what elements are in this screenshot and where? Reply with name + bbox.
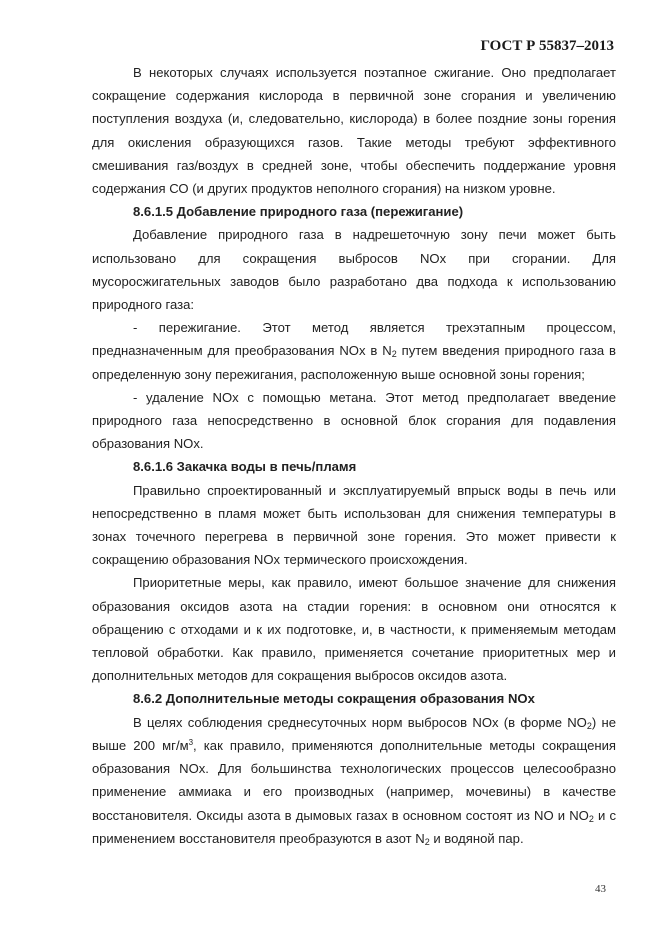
text-segment: - пережигание. Этот метод является трехэтапным процессом, предназначенным для преобразования NOx в N (92, 320, 616, 359)
document-number-header: ГОСТ Р 55837–2013 (480, 38, 614, 54)
subscript: 2 (424, 836, 430, 847)
subscript: 2 (586, 720, 592, 731)
text-segment: В целях соблюдения среднесуточных норм выбросов NOx (в форме NO (133, 714, 587, 730)
section-heading-8-6-2: 8.6.2 Дополнительные методы сокращения образования NOx (133, 691, 535, 707)
paragraph-additional-methods (92, 711, 616, 850)
document-body (92, 61, 616, 850)
paragraph-water-injection: Правильно спроектированный и эксплуатируемый впрыск воды в печь или непосредственно в пламя может быть использован для снижения температуры в зонах точечного перегрева в первичной зоне горения. Это может привести к сокращению образования NOx термического происхождения. (92, 482, 616, 568)
paragraph-staged-combustion: В некоторых случаях используется поэтапное сжигание. Оно предполагает сокращение содержания кислорода в первичной зоне сгорания и увеличению поступления воздуха (и, следовательно, кислорода) в более поздние зоны горения для окисления образующихся газов. Такие методы требуют эффективного смешивания газ/воздух в средней зоне, чтобы обеспечить поддержание уровня содержания СО (и других продуктов неполного сгорания) на низком уровне. (92, 65, 616, 197)
text-segment: , как правило, применяются дополнительные методы сокращения образования NOx. Для большинства технологических процессов целесообразно применение аммиака и его производных (например, мочевины) в качестве восстановителя. Оксиды азота в дымовых газах в основном состоят из NO и NO (92, 737, 616, 823)
subscript: 2 (588, 813, 594, 824)
section-heading-8-6-1-6: 8.6.1.6 Закачка воды в печь/пламя (133, 459, 357, 475)
section-heading-8-6-1-5: 8.6.1.5 Добавление природного газа (пережигание) (133, 204, 464, 220)
superscript: 3 (188, 737, 194, 747)
paragraph-methane-de-nox: - удаление NOx с помощью метана. Этот метод предполагает введение природного газа непосредственно в основной блок сгорания для подавления образования NOx. (92, 389, 616, 452)
text-segment: и с применением восстановителя преобразуются в азот N (92, 807, 617, 846)
text-segment: путем введения природного газа в определенную зону пережигания, расположенную выше основной зоны горения; (92, 343, 616, 382)
text-segment: и водяной пар. (429, 830, 524, 846)
subscript: 2 (391, 349, 397, 360)
text-segment: ) не выше 200 мг/м (92, 714, 617, 753)
paragraph-primary-measures: Приоритетные меры, как правило, имеют большое значение для снижения образования оксидов азота на стадии горения: в основном они относятся к обращению с отходами и к их подготовке, и, в частности, к применяемым методам тепловой обработки. Как правило, применяется сочетание приоритетных мер и дополнительных методов для сокращения выбросов оксидов азота. (92, 575, 616, 684)
paragraph-natural-gas-addition: Добавление природного газа в надрешеточную зону печи может быть использовано для сокращения выбросов NOx при сгорании. Для мусоросжигательных заводов было разработано два подхода к использованию природного газа: (92, 227, 616, 313)
paragraph-reburning (92, 316, 616, 386)
page-number: 43 (595, 883, 606, 895)
